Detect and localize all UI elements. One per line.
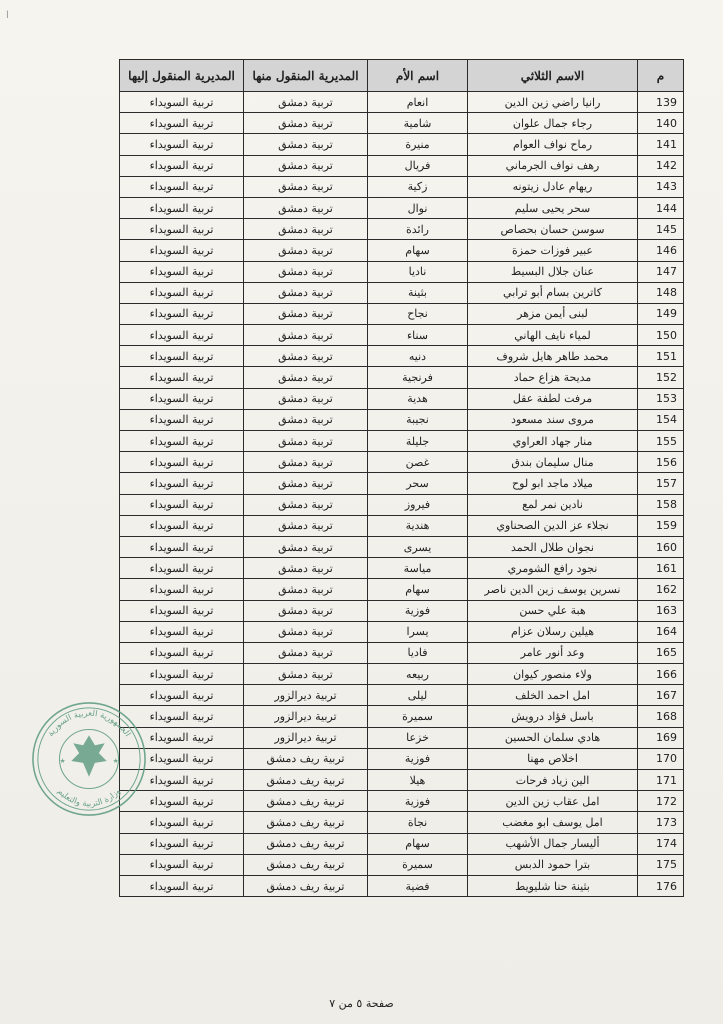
cell-num: 145 <box>638 219 684 240</box>
cell-name: رهف نواف الجرماني <box>468 155 638 176</box>
cell-to: تربية السويداء <box>120 685 244 706</box>
margin-mark: ا <box>6 10 9 21</box>
table-row <box>120 473 684 494</box>
table-row <box>120 282 684 303</box>
cell-mother: خزعا <box>368 727 468 748</box>
cell-name: منار جهاد العراوي <box>468 431 638 452</box>
table-row <box>120 494 684 515</box>
cell-mother: فوزية <box>368 600 468 621</box>
cell-from: تربية دمشق <box>244 303 368 324</box>
cell-from: تربية ريف دمشق <box>244 875 368 896</box>
cell-mother: هدية <box>368 388 468 409</box>
cell-name: نادين نمر لمع <box>468 494 638 515</box>
cell-mother: سميرة <box>368 706 468 727</box>
cell-to: تربية السويداء <box>120 558 244 579</box>
cell-to: تربية السويداء <box>120 473 244 494</box>
svg-text:★: ★ <box>112 756 119 765</box>
cell-mother: سهام <box>368 833 468 854</box>
cell-name: نجلاء عز الدين الصحناوي <box>468 515 638 536</box>
table-row <box>120 515 684 536</box>
cell-to: تربية السويداء <box>120 579 244 600</box>
cell-num: 152 <box>638 367 684 388</box>
cell-from: تربية دمشق <box>244 494 368 515</box>
cell-name: امل احمد الخلف <box>468 685 638 706</box>
cell-from: تربية دمشق <box>244 261 368 282</box>
stamp-text-top: الجمهورية العربية السورية <box>44 707 134 739</box>
cell-num: 153 <box>638 388 684 409</box>
cell-num: 139 <box>638 92 684 113</box>
cell-to: تربية السويداء <box>120 664 244 685</box>
cell-num: 174 <box>638 833 684 854</box>
cell-to: تربية السويداء <box>120 431 244 452</box>
cell-num: 150 <box>638 325 684 346</box>
cell-name: رجاء جمال علوان <box>468 113 638 134</box>
cell-name: امل عقاب زين الدين <box>468 791 638 812</box>
cell-mother: فرنجية <box>368 367 468 388</box>
cell-to: تربية السويداء <box>120 748 244 769</box>
svg-text:★: ★ <box>59 756 66 765</box>
cell-num: 143 <box>638 176 684 197</box>
cell-name: الين زياد فرحات <box>468 770 638 791</box>
table-row <box>120 536 684 557</box>
cell-to: تربية السويداء <box>120 92 244 113</box>
cell-mother: منيرة <box>368 134 468 155</box>
cell-mother: هيلا <box>368 770 468 791</box>
cell-mother: سميرة <box>368 854 468 875</box>
cell-from: تربية دمشق <box>244 134 368 155</box>
table-row <box>120 92 684 113</box>
cell-mother: سهام <box>368 579 468 600</box>
cell-to: تربية السويداء <box>120 494 244 515</box>
table-row <box>120 134 684 155</box>
cell-to: تربية السويداء <box>120 791 244 812</box>
cell-name: لمياء نايف الهاني <box>468 325 638 346</box>
cell-to: تربية السويداء <box>120 515 244 536</box>
cell-num: 170 <box>638 748 684 769</box>
header-name: الاسم الثلاثي <box>468 60 638 92</box>
cell-num: 164 <box>638 621 684 642</box>
cell-name: عبير فوزات حمزة <box>468 240 638 261</box>
table-body <box>120 92 684 897</box>
cell-to: تربية السويداء <box>120 197 244 218</box>
stamp-text-bottom: وزارة التربية والتعليم <box>55 786 123 809</box>
cell-num: 166 <box>638 664 684 685</box>
table-row <box>120 664 684 685</box>
cell-mother: مياسة <box>368 558 468 579</box>
cell-mother: ناديا <box>368 261 468 282</box>
cell-to: تربية السويداء <box>120 452 244 473</box>
table-row <box>120 409 684 430</box>
cell-name: مديحة هزاع حماد <box>468 367 638 388</box>
cell-name: أليسار جمال الأشهب <box>468 833 638 854</box>
table-row <box>120 706 684 727</box>
cell-from: تربية ديرالزور <box>244 706 368 727</box>
table-row <box>120 431 684 452</box>
cell-from: تربية دمشق <box>244 536 368 557</box>
cell-to: تربية السويداء <box>120 155 244 176</box>
cell-to: تربية السويداء <box>120 261 244 282</box>
cell-to: تربية السويداء <box>120 727 244 748</box>
transfer-roster-table <box>119 59 684 897</box>
cell-to: تربية السويداء <box>120 134 244 155</box>
cell-name: بترا حمود الدبس <box>468 854 638 875</box>
cell-name: سحر يحيى سليم <box>468 197 638 218</box>
cell-num: 159 <box>638 515 684 536</box>
cell-name: باسل فؤاد درويش <box>468 706 638 727</box>
cell-name: ريهام عادل زيتونه <box>468 176 638 197</box>
cell-mother: فوزية <box>368 791 468 812</box>
page-number-footer: صفحة ٥ من ٧ <box>329 997 394 1010</box>
cell-num: 155 <box>638 431 684 452</box>
cell-from: تربية دمشق <box>244 600 368 621</box>
cell-from: تربية دمشق <box>244 219 368 240</box>
cell-from: تربية ريف دمشق <box>244 748 368 769</box>
cell-from: تربية دمشق <box>244 473 368 494</box>
header-mother: اسم الأم <box>368 60 468 92</box>
table-row <box>120 770 684 791</box>
cell-mother: فيروز <box>368 494 468 515</box>
cell-mother: سهام <box>368 240 468 261</box>
cell-from: تربية ريف دمشق <box>244 833 368 854</box>
cell-name: هيلين رسلان عزام <box>468 621 638 642</box>
cell-from: تربية دمشق <box>244 176 368 197</box>
cell-mother: بثينة <box>368 282 468 303</box>
cell-to: تربية السويداء <box>120 621 244 642</box>
table-row <box>120 219 684 240</box>
cell-to: تربية السويداء <box>120 536 244 557</box>
table-row <box>120 452 684 473</box>
table-row <box>120 875 684 896</box>
cell-num: 140 <box>638 113 684 134</box>
cell-to: تربية السويداء <box>120 367 244 388</box>
table-header-row <box>120 60 684 92</box>
cell-mother: فوزية <box>368 748 468 769</box>
cell-from: تربية دمشق <box>244 515 368 536</box>
table-row <box>120 325 684 346</box>
cell-to: تربية السويداء <box>120 642 244 663</box>
table-row <box>120 558 684 579</box>
cell-mother: فاديا <box>368 642 468 663</box>
cell-mother: فضية <box>368 875 468 896</box>
cell-name: رانيا راضي زين الدين <box>468 92 638 113</box>
cell-to: تربية السويداء <box>120 854 244 875</box>
cell-to: تربية السويداء <box>120 812 244 833</box>
cell-name: هادي سلمان الحسين <box>468 727 638 748</box>
table-row <box>120 261 684 282</box>
cell-num: 154 <box>638 409 684 430</box>
cell-num: 172 <box>638 791 684 812</box>
cell-to: تربية السويداء <box>120 325 244 346</box>
table-row <box>120 579 684 600</box>
cell-from: تربية ريف دمشق <box>244 854 368 875</box>
cell-mother: دنيه <box>368 346 468 367</box>
cell-mother: يسرى <box>368 536 468 557</box>
cell-name: وعد أنور عامر <box>468 642 638 663</box>
table-row <box>120 176 684 197</box>
cell-mother: ليلى <box>368 685 468 706</box>
cell-name: اخلاص مهنا <box>468 748 638 769</box>
cell-from: تربية دمشق <box>244 367 368 388</box>
cell-from: تربية دمشق <box>244 155 368 176</box>
cell-num: 148 <box>638 282 684 303</box>
cell-mother: نجاح <box>368 303 468 324</box>
cell-from: تربية دمشق <box>244 664 368 685</box>
cell-mother: غصن <box>368 452 468 473</box>
table-row <box>120 240 684 261</box>
cell-num: 147 <box>638 261 684 282</box>
cell-mother: زكية <box>368 176 468 197</box>
cell-name: نسرين يوسف زين الدين ناصر <box>468 579 638 600</box>
cell-name: ميلاد ماجد ابو لوح <box>468 473 638 494</box>
ministry-stamp <box>30 700 148 818</box>
cell-num: 144 <box>638 197 684 218</box>
table-row <box>120 727 684 748</box>
cell-to: تربية السويداء <box>120 388 244 409</box>
header-from: المديرية المنقول منها <box>244 60 368 92</box>
cell-num: 176 <box>638 875 684 896</box>
header-num: م <box>638 60 684 92</box>
cell-mother: فريال <box>368 155 468 176</box>
cell-from: تربية دمشق <box>244 240 368 261</box>
cell-name: امل يوسف ابو مغضب <box>468 812 638 833</box>
cell-num: 156 <box>638 452 684 473</box>
cell-to: تربية السويداء <box>120 113 244 134</box>
cell-from: تربية دمشق <box>244 92 368 113</box>
cell-to: تربية السويداء <box>120 346 244 367</box>
cell-to: تربية السويداء <box>120 176 244 197</box>
cell-to: تربية السويداء <box>120 303 244 324</box>
cell-from: تربية دمشق <box>244 388 368 409</box>
cell-num: 151 <box>638 346 684 367</box>
cell-from: تربية ريف دمشق <box>244 812 368 833</box>
cell-mother: نجيبة <box>368 409 468 430</box>
cell-to: تربية السويداء <box>120 282 244 303</box>
cell-from: تربية دمشق <box>244 642 368 663</box>
cell-from: تربية ديرالزور <box>244 685 368 706</box>
cell-mother: نوال <box>368 197 468 218</box>
cell-name: منال سليمان بندق <box>468 452 638 473</box>
cell-mother: شامية <box>368 113 468 134</box>
table-row <box>120 113 684 134</box>
cell-from: تربية دمشق <box>244 579 368 600</box>
cell-name: كاترين بسام أبو ترابي <box>468 282 638 303</box>
cell-num: 160 <box>638 536 684 557</box>
cell-num: 149 <box>638 303 684 324</box>
cell-mother: سحر <box>368 473 468 494</box>
cell-num: 173 <box>638 812 684 833</box>
table-row <box>120 388 684 409</box>
cell-from: تربية دمشق <box>244 452 368 473</box>
cell-name: نجوان طلال الحمد <box>468 536 638 557</box>
cell-mother: سناء <box>368 325 468 346</box>
cell-from: تربية دمشق <box>244 558 368 579</box>
cell-to: تربية السويداء <box>120 600 244 621</box>
table-row <box>120 155 684 176</box>
cell-from: تربية دمشق <box>244 325 368 346</box>
cell-from: تربية ريف دمشق <box>244 770 368 791</box>
cell-to: تربية السويداء <box>120 833 244 854</box>
cell-name: مروى سند مسعود <box>468 409 638 430</box>
cell-name: هبة علي حسن <box>468 600 638 621</box>
cell-mother: هندية <box>368 515 468 536</box>
table-row <box>120 642 684 663</box>
cell-mother: يسرا <box>368 621 468 642</box>
cell-num: 141 <box>638 134 684 155</box>
cell-num: 168 <box>638 706 684 727</box>
cell-to: تربية السويداء <box>120 770 244 791</box>
cell-num: 169 <box>638 727 684 748</box>
table-row <box>120 791 684 812</box>
table-row <box>120 621 684 642</box>
table-row <box>120 367 684 388</box>
table-row <box>120 833 684 854</box>
cell-name: مرفت لطفة عقل <box>468 388 638 409</box>
cell-from: تربية دمشق <box>244 282 368 303</box>
cell-num: 163 <box>638 600 684 621</box>
cell-name: سوسن حسان بحصاص <box>468 219 638 240</box>
cell-num: 167 <box>638 685 684 706</box>
cell-from: تربية ديرالزور <box>244 727 368 748</box>
cell-num: 158 <box>638 494 684 515</box>
cell-mother: انعام <box>368 92 468 113</box>
cell-num: 146 <box>638 240 684 261</box>
cell-num: 157 <box>638 473 684 494</box>
cell-num: 171 <box>638 770 684 791</box>
table-row <box>120 303 684 324</box>
cell-from: تربية ريف دمشق <box>244 791 368 812</box>
cell-num: 162 <box>638 579 684 600</box>
cell-name: رماح نواف العوام <box>468 134 638 155</box>
cell-to: تربية السويداء <box>120 875 244 896</box>
cell-from: تربية دمشق <box>244 431 368 452</box>
cell-to: تربية السويداء <box>120 219 244 240</box>
cell-name: ولاء منصور كيوان <box>468 664 638 685</box>
cell-name: عنان جلال البسيط <box>468 261 638 282</box>
cell-to: تربية السويداء <box>120 240 244 261</box>
table-row <box>120 685 684 706</box>
table-row <box>120 812 684 833</box>
cell-from: تربية دمشق <box>244 621 368 642</box>
cell-mother: نجاة <box>368 812 468 833</box>
header-to: المديرية المنقول إليها <box>120 60 244 92</box>
cell-name: بثينة حنا شليويط <box>468 875 638 896</box>
cell-from: تربية دمشق <box>244 113 368 134</box>
cell-num: 175 <box>638 854 684 875</box>
cell-mother: رائدة <box>368 219 468 240</box>
table-row <box>120 346 684 367</box>
cell-name: نجود رافع الشومري <box>468 558 638 579</box>
cell-num: 142 <box>638 155 684 176</box>
cell-to: تربية السويداء <box>120 409 244 430</box>
cell-from: تربية دمشق <box>244 409 368 430</box>
cell-mother: جليلة <box>368 431 468 452</box>
cell-mother: ربيعه <box>368 664 468 685</box>
table-row <box>120 748 684 769</box>
cell-num: 161 <box>638 558 684 579</box>
cell-from: تربية دمشق <box>244 346 368 367</box>
cell-name: لبنى أيمن مزهر <box>468 303 638 324</box>
table-row <box>120 600 684 621</box>
table-row <box>120 197 684 218</box>
cell-from: تربية دمشق <box>244 197 368 218</box>
cell-to: تربية السويداء <box>120 706 244 727</box>
cell-name: محمد طاهر هايل شروف <box>468 346 638 367</box>
table-row <box>120 854 684 875</box>
cell-num: 165 <box>638 642 684 663</box>
